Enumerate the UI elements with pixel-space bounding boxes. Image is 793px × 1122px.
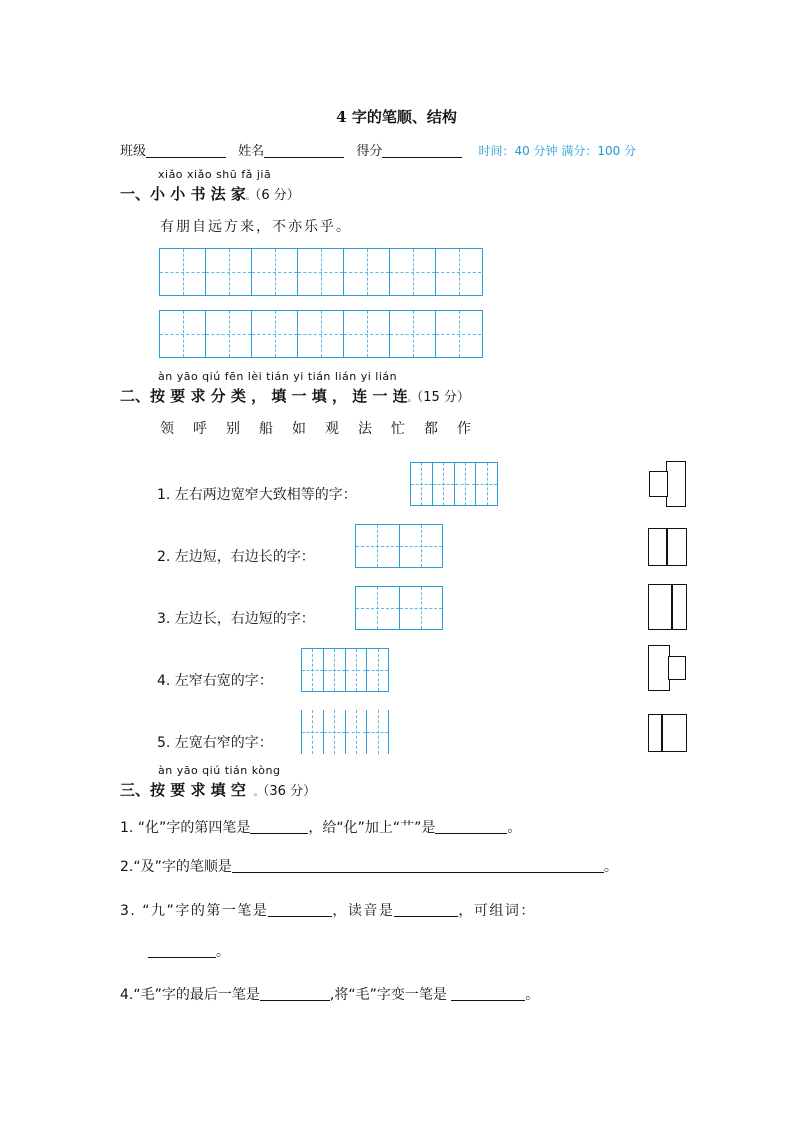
grid-cell[interactable] bbox=[302, 710, 324, 754]
grid-cell[interactable] bbox=[400, 587, 443, 629]
q4-end: 。 bbox=[525, 987, 540, 1003]
section2-title: 二、按 要 求 分 类 ， 填 一 填 ， 连 一 连 bbox=[120, 387, 408, 405]
grid-cell[interactable] bbox=[160, 249, 206, 295]
grid-cell[interactable] bbox=[302, 649, 324, 691]
shape-divider bbox=[666, 528, 668, 566]
q1-end: 。 bbox=[507, 820, 522, 836]
grid-cell[interactable] bbox=[252, 249, 298, 295]
grid-cell[interactable] bbox=[433, 463, 455, 505]
classify-item-3: 3. 左边长，右边短的字： bbox=[157, 611, 315, 627]
grid-cell[interactable] bbox=[344, 311, 390, 357]
time-score-meta: 时间：40 分钟 满分：100 分 bbox=[478, 144, 637, 158]
writing-grid-row-2[interactable] bbox=[159, 310, 483, 358]
name-label: 姓名 bbox=[238, 144, 265, 159]
name-field[interactable] bbox=[264, 143, 344, 158]
q2-end: 。 bbox=[603, 859, 618, 875]
q4-text-b: ,将“毛”字变一笔是 bbox=[329, 987, 452, 1003]
grid-cell[interactable] bbox=[344, 249, 390, 295]
class-field[interactable] bbox=[146, 143, 226, 158]
q4-blank-1[interactable] bbox=[260, 986, 330, 1001]
q3-blank-3[interactable] bbox=[148, 943, 216, 958]
q3-text-c: ，可组词： bbox=[458, 903, 536, 919]
q3-blank-2[interactable] bbox=[394, 902, 458, 917]
answer-grid-5[interactable] bbox=[301, 710, 389, 754]
grid-cell[interactable] bbox=[476, 463, 497, 505]
score-field[interactable] bbox=[382, 143, 462, 158]
shape-tall-left bbox=[648, 645, 670, 691]
grid-cell[interactable] bbox=[367, 710, 388, 754]
grid-cell[interactable] bbox=[298, 249, 344, 295]
shape-small-right bbox=[668, 656, 686, 680]
answer-grid-2[interactable] bbox=[355, 524, 443, 568]
grid-cell[interactable] bbox=[206, 249, 252, 295]
shape-small-left bbox=[649, 471, 668, 497]
grid-cell[interactable] bbox=[356, 587, 400, 629]
grid-cell[interactable] bbox=[390, 249, 436, 295]
shape-box bbox=[648, 528, 687, 566]
grid-cell[interactable] bbox=[160, 311, 206, 357]
classify-item-5: 5. 左宽右窄的字： bbox=[157, 735, 273, 751]
q4-text-a: 4.“毛”字的最后一笔是 bbox=[120, 987, 260, 1003]
section2-pinyin: àn yāo qiú fēn lèi tián yi tián lián yi lián bbox=[158, 370, 398, 383]
q2-text: 2.“及”字的笔顺是 bbox=[120, 859, 232, 875]
shape-tall-right bbox=[666, 461, 686, 507]
q3-blank-1[interactable] bbox=[268, 902, 332, 917]
grid-cell[interactable] bbox=[455, 463, 477, 505]
grid-cell[interactable] bbox=[346, 649, 368, 691]
grid-cell[interactable] bbox=[356, 525, 400, 567]
section3-title: 三、按 要 求 填 空 bbox=[120, 781, 246, 799]
section2-heading bbox=[120, 385, 470, 406]
answer-grid-1[interactable] bbox=[410, 462, 498, 506]
answer-grid-3[interactable] bbox=[355, 586, 443, 630]
q2-blank[interactable] bbox=[232, 858, 604, 873]
grid-cell[interactable] bbox=[436, 249, 481, 295]
question-2 bbox=[120, 856, 618, 876]
question-3-continued bbox=[148, 941, 230, 961]
grid-cell[interactable] bbox=[206, 311, 252, 357]
question-3 bbox=[120, 900, 536, 920]
grid-cell[interactable] bbox=[298, 311, 344, 357]
grid-cell[interactable] bbox=[324, 710, 346, 754]
shape-divider bbox=[661, 714, 663, 752]
section2-score: （15 分） bbox=[416, 390, 470, 405]
q4-blank-2[interactable] bbox=[451, 986, 525, 1001]
section1-title: 一、小 小 书 法 家 bbox=[120, 185, 246, 203]
section1-sentence: 有朋自远方来，不亦乐乎。 bbox=[160, 219, 352, 235]
question-4 bbox=[120, 984, 539, 1004]
q1-text-a: 1. “化”字的第四笔是 bbox=[120, 820, 251, 836]
grid-cell[interactable] bbox=[436, 311, 481, 357]
q1-blank-1[interactable] bbox=[250, 819, 308, 834]
q3-text-a: 3. “九”字的第一笔是 bbox=[120, 903, 269, 919]
grid-cell[interactable] bbox=[324, 649, 346, 691]
section1-heading bbox=[120, 183, 300, 204]
shape-divider bbox=[671, 584, 673, 630]
section2-characters: 领呼别船如观法忙都作 bbox=[160, 421, 490, 437]
section1-pinyin: xiǎo xiǎo shū fǎ jiā bbox=[158, 168, 272, 181]
classify-item-2: 2. 左边短，右边长的字： bbox=[157, 549, 315, 565]
score-label: 得分 bbox=[356, 144, 383, 159]
section2-dot: 。 bbox=[407, 394, 417, 404]
shape-box bbox=[648, 584, 687, 630]
shape-box bbox=[648, 714, 687, 752]
section3-heading bbox=[120, 779, 316, 800]
answer-grid-4[interactable] bbox=[301, 648, 389, 692]
question-1 bbox=[120, 817, 521, 837]
grid-cell[interactable] bbox=[346, 710, 368, 754]
section3-score: （36 分） bbox=[262, 784, 317, 799]
grid-cell[interactable] bbox=[411, 463, 433, 505]
student-info bbox=[120, 140, 636, 159]
grid-cell[interactable] bbox=[367, 649, 388, 691]
page-title: 4 字的笔顺、结构 bbox=[336, 108, 457, 126]
section1-dot: 。 bbox=[245, 192, 255, 202]
writing-grid-row-1[interactable] bbox=[159, 248, 483, 296]
grid-cell[interactable] bbox=[400, 525, 443, 567]
q3-end: 。 bbox=[216, 944, 230, 960]
section3-pinyin: àn yāo qiú tián kòng bbox=[158, 764, 281, 777]
section1-score: （6 分） bbox=[254, 188, 300, 203]
grid-cell[interactable] bbox=[252, 311, 298, 357]
q3-text-b: ，读音是 bbox=[332, 903, 395, 919]
grid-cell[interactable] bbox=[390, 311, 436, 357]
class-label: 班级 bbox=[120, 144, 147, 159]
q1-blank-2[interactable] bbox=[435, 819, 507, 834]
classify-item-4: 4. 左窄右宽的字： bbox=[157, 673, 273, 689]
q1-text-b: ，给“化”加上“艹”是 bbox=[308, 820, 436, 836]
classify-item-1: 1. 左右两边宽窄大致相等的字： bbox=[157, 487, 357, 503]
section3-dot: 。 bbox=[253, 788, 263, 798]
